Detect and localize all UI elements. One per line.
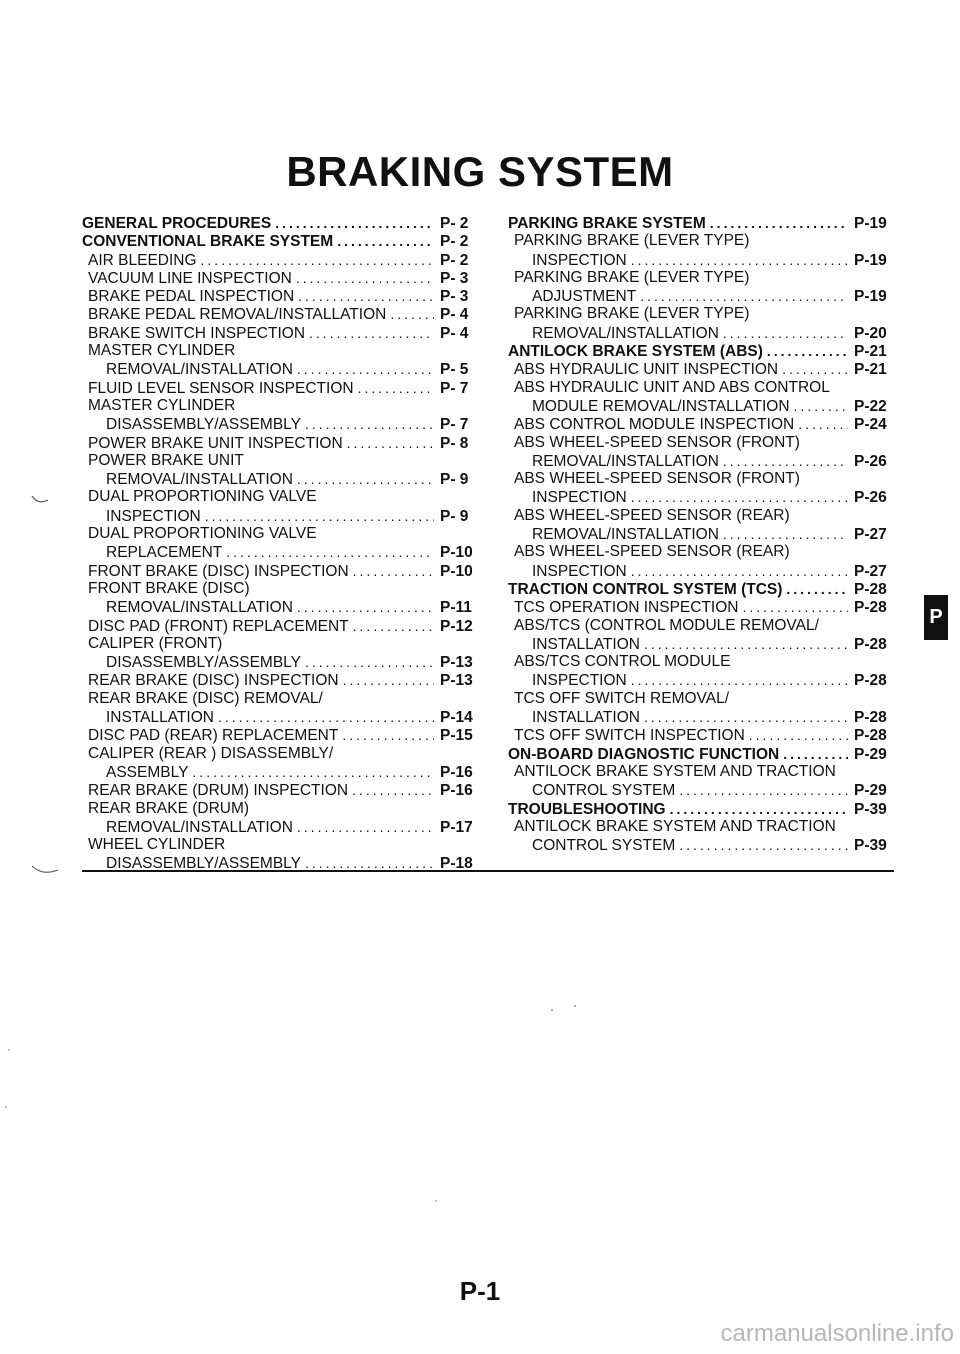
toc-entry-text: REMOVAL/INSTALLATION — [106, 818, 293, 836]
toc-entry-text: MASTER CYLINDER — [88, 342, 236, 360]
toc-entry-text: ANTILOCK BRAKE SYSTEM AND TRACTION — [514, 817, 836, 835]
toc-page-ref: P-16 — [440, 782, 473, 800]
toc-entry-text: POWER BRAKE UNIT — [88, 451, 244, 469]
toc-entry-text: INSPECTION — [106, 507, 201, 525]
toc-entry-text: ABS HYDRAULIC UNIT INSPECTION — [514, 361, 779, 379]
toc-entry-text: INSPECTION — [532, 251, 627, 269]
toc-entry-text: GENERAL PROCEDURES — [82, 215, 272, 232]
watermark: carmanualsonline.info — [720, 1320, 954, 1347]
toc-entry-text: DISC PAD (REAR) REPLACEMENT — [88, 727, 339, 745]
toc-page-ref: P- 9 — [440, 507, 469, 525]
toc-entry-text: PARKING BRAKE (LEVER TYPE) — [514, 305, 750, 323]
toc-entry-text: INSPECTION — [532, 672, 627, 690]
toc-page-ref: P-18 — [440, 855, 473, 873]
toc-entry-text: ON-BOARD DIAGNOSTIC FUNCTION — [508, 745, 780, 763]
toc-page-ref: P-29 — [854, 782, 887, 800]
toc-page-ref: P-10 — [440, 562, 473, 580]
toc-entry-text: INSTALLATION — [532, 709, 640, 727]
toc-entry-text: ABS HYDRAULIC UNIT AND ABS CONTROL — [514, 378, 830, 396]
toc-entry-text: REAR BRAKE (DISC) INSPECTION — [88, 672, 339, 690]
toc-entry-text: VACUUM LINE INSPECTION — [88, 269, 292, 287]
toc-page-ref: P-39 — [854, 800, 887, 818]
toc-entry-text: FRONT BRAKE (DISC) — [88, 579, 250, 597]
toc-entry-text: BRAKE PEDAL REMOVAL/INSTALLATION — [88, 306, 387, 324]
toc-entry-text: ABS/TCS (CONTROL MODULE REMOVAL/ — [514, 616, 819, 634]
toc-entry-text: INSTALLATION — [532, 635, 640, 653]
toc-entry-text: TCS OFF SWITCH INSPECTION — [514, 727, 745, 745]
toc-page-ref: P-28 — [854, 672, 887, 690]
toc-entry-text: DISASSEMBLY/ASSEMBLY — [106, 416, 301, 434]
toc-page-ref: P-29 — [854, 745, 887, 763]
toc-entry-text: AIR BLEEDING — [88, 251, 197, 269]
toc-entry-text: ADJUSTMENT — [532, 288, 637, 306]
toc-page-ref: P-28 — [854, 635, 887, 653]
toc-entry-text: REMOVAL/INSTALLATION — [532, 526, 719, 544]
toc-entry-text: ASSEMBLY — [106, 763, 189, 781]
toc-page-ref: P- 3 — [440, 269, 469, 287]
toc-page-ref: P-10 — [440, 544, 473, 562]
toc-page-ref: P-26 — [854, 489, 887, 507]
toc-page-ref: P- 7 — [440, 379, 469, 397]
page-title: BRAKING SYSTEM — [286, 148, 674, 195]
toc-page-ref: P-11 — [440, 599, 472, 617]
toc-entry-text: ABS CONTROL MODULE INSPECTION — [514, 416, 795, 434]
toc-entry-text: ABS/TCS CONTROL MODULE — [514, 653, 731, 671]
toc-page-ref: P- 9 — [440, 471, 469, 489]
page-number: P-1 — [459, 1276, 501, 1306]
toc-page-ref: P-20 — [854, 324, 887, 342]
toc-entry-text: REMOVAL/INSTALLATION — [532, 452, 719, 470]
toc-entry-text: DISASSEMBLY/ASSEMBLY — [106, 654, 301, 672]
toc-page-ref: P- 2 — [440, 233, 469, 251]
toc-page-ref: P-16 — [440, 763, 473, 781]
toc-entry-text: CONVENTIONAL BRAKE SYSTEM — [82, 233, 334, 251]
toc-page-ref: P- 4 — [440, 306, 469, 324]
toc-page-ref: P-24 — [854, 416, 887, 434]
toc-page-ref: P-15 — [440, 727, 473, 745]
toc-page-ref: P-28 — [854, 727, 887, 745]
toc-entry-text: TROUBLESHOOTING — [508, 800, 666, 818]
toc-entry-text: ABS WHEEL-SPEED SENSOR (FRONT) — [514, 433, 800, 451]
toc-entry-text: DISASSEMBLY/ASSEMBLY — [106, 855, 301, 873]
toc-entry-text: POWER BRAKE UNIT INSPECTION — [88, 434, 343, 452]
toc-entry-text: DUAL PROPORTIONING VALVE — [88, 488, 317, 506]
toc-page-ref: P-28 — [854, 599, 887, 617]
toc-entry-text: TCS OFF SWITCH REMOVAL/ — [514, 689, 729, 707]
toc-entry-text: INSPECTION — [532, 562, 627, 580]
toc-page-ref: P-21 — [854, 343, 887, 361]
toc-page-ref: P- 3 — [440, 288, 469, 306]
toc-entry-text: PARKING BRAKE (LEVER TYPE) — [514, 268, 750, 286]
toc-entry-text: DUAL PROPORTIONING VALVE — [88, 525, 317, 543]
toc-page-ref: P-13 — [440, 654, 473, 672]
toc-entry-text: ABS WHEEL-SPEED SENSOR (FRONT) — [514, 470, 800, 488]
toc-entry-text: BRAKE SWITCH INSPECTION — [88, 324, 306, 342]
toc-entry-text: REPLACEMENT — [106, 544, 223, 562]
toc-page-ref: P-19 — [854, 288, 887, 306]
toc-page-ref: P- 5 — [440, 361, 469, 379]
toc-page-ref: P-14 — [440, 709, 473, 727]
toc-entry-text: DISC PAD (FRONT) REPLACEMENT — [88, 617, 349, 635]
toc-page-ref: P- 2 — [440, 251, 469, 269]
toc-entry-text: CALIPER (FRONT) — [88, 634, 223, 652]
toc-entry-text: ANTILOCK BRAKE SYSTEM (ABS) — [508, 343, 763, 361]
toc-page-ref: P-26 — [854, 452, 887, 470]
toc-entry-text: ABS WHEEL-SPEED SENSOR (REAR) — [514, 543, 790, 561]
toc-entry-text: TRACTION CONTROL SYSTEM (TCS) — [508, 580, 783, 598]
toc-entry-text: TCS OPERATION INSPECTION — [514, 599, 739, 617]
toc-entry-text: REAR BRAKE (DISC) REMOVAL/ — [88, 689, 323, 707]
toc-page-ref: P-19 — [854, 251, 887, 269]
toc-page-ref: P-22 — [854, 397, 887, 415]
toc-entry-text: PARKING BRAKE SYSTEM — [508, 215, 706, 232]
toc-page-ref: P-12 — [440, 617, 473, 635]
toc-entry-text: MASTER CYLINDER — [88, 396, 236, 414]
toc-page-ref: P-19 — [854, 215, 887, 232]
toc-entry-text: CONTROL SYSTEM — [532, 782, 676, 800]
section-tab: P — [924, 595, 948, 640]
toc-entry-text: PARKING BRAKE (LEVER TYPE) — [514, 232, 750, 250]
toc-entry-text: FRONT BRAKE (DISC) INSPECTION — [88, 562, 349, 580]
toc-page-ref: P- 7 — [440, 416, 469, 434]
toc-page-ref: P-27 — [854, 526, 887, 544]
toc-entry-text: ABS WHEEL-SPEED SENSOR (REAR) — [514, 506, 790, 524]
toc-entry-text: REMOVAL/INSTALLATION — [106, 361, 293, 379]
toc-entry-text: WHEEL CYLINDER — [88, 836, 226, 854]
toc-entry-text: REAR BRAKE (DRUM) — [88, 799, 250, 817]
toc-entry-text: CALIPER (REAR ) DISASSEMBLY/ — [88, 744, 334, 762]
toc-entry-text: REMOVAL/INSTALLATION — [106, 599, 293, 617]
toc-entry-text: REAR BRAKE (DRUM) INSPECTION — [88, 782, 349, 800]
toc-page-ref: P-28 — [854, 709, 887, 727]
toc-page-ref: P-27 — [854, 562, 887, 580]
toc-entry-text: REMOVAL/INSTALLATION — [532, 324, 719, 342]
toc-entry-text: INSPECTION — [532, 489, 627, 507]
toc-entry-text: MODULE REMOVAL/INSTALLATION — [532, 397, 790, 415]
toc-entry-text: BRAKE PEDAL INSPECTION — [88, 288, 295, 306]
toc-page-ref: P-39 — [854, 837, 887, 855]
toc-entry-text: ANTILOCK BRAKE SYSTEM AND TRACTION — [514, 762, 836, 780]
toc-entry-text: REMOVAL/INSTALLATION — [106, 471, 293, 489]
toc-entry-text: FLUID LEVEL SENSOR INSPECTION — [88, 379, 354, 397]
toc-entry-text: CONTROL SYSTEM — [532, 837, 676, 855]
toc-page-ref: P-17 — [440, 818, 473, 836]
toc-page-ref: P- 2 — [440, 215, 469, 232]
toc-page-ref: P- 4 — [440, 324, 469, 342]
toc-entry-text: INSTALLATION — [106, 709, 214, 727]
toc-page-ref: P-28 — [854, 580, 887, 598]
toc-page-ref: P- 8 — [440, 434, 469, 452]
toc-page-ref: P-13 — [440, 672, 473, 690]
toc-page-ref: P-21 — [854, 361, 887, 379]
